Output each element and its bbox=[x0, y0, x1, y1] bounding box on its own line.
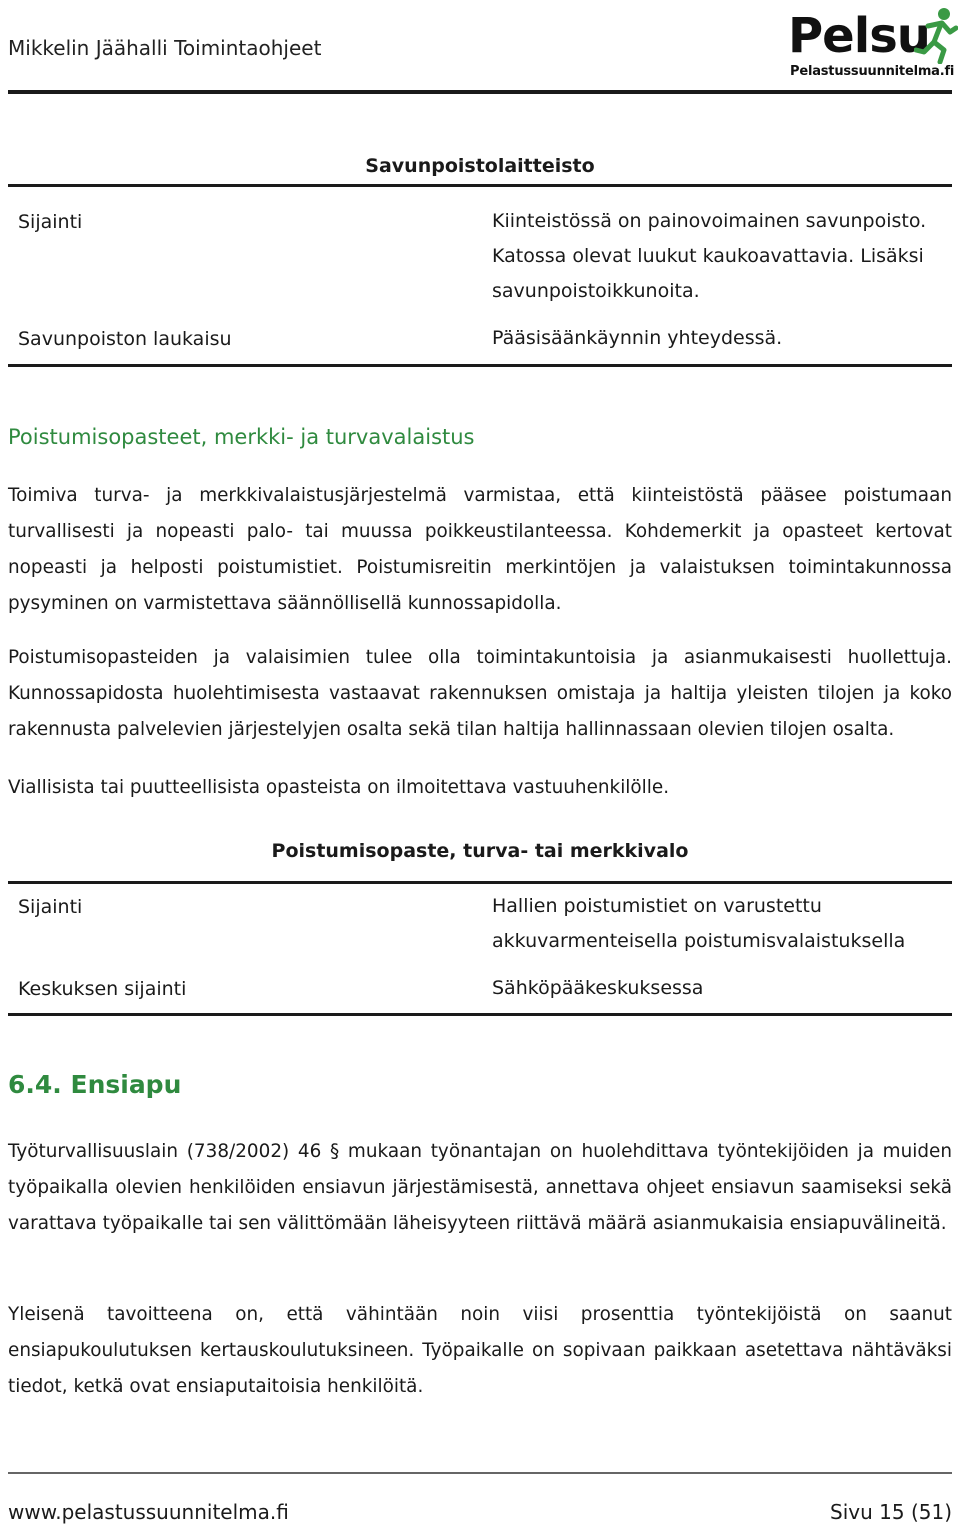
footer-url-link[interactable]: www.pelastussuunnitelma.fi bbox=[8, 1500, 289, 1524]
smoke-row-value-location: Kiinteistössä on painovoimainen savunpoisto. Katossa olevat luukut kaukoavattavia. Lisäksi savunpoistoikkunoita. bbox=[492, 210, 927, 302]
exit-table-top-rule bbox=[8, 881, 952, 884]
smoke-row-value-trigger: Pääsisäänkäynnin yhteydessä. bbox=[492, 327, 783, 349]
logo-wordmark: Pelsu bbox=[788, 8, 930, 64]
exit-row-label-center: Keskuksen sijainti bbox=[18, 978, 187, 1000]
footer-divider bbox=[8, 1472, 952, 1474]
exit-row-value-center: Sähköpääkeskuksessa bbox=[492, 977, 704, 999]
paragraph-first-aid-1: Työturvallisuuslain (738/2002) 46 § mukaan työnantajan on huolehdittava työntekijöiden ja muiden työpaikalla olevien henkilöiden ensiavun järjestämisestä, annettava ohjeet ensiavun saamiseksi sekä varattava työpaikalle tai sen välittömään läheisyyteen riittävä määrä asianmukaisia ensiapuvälineitä. bbox=[8, 1141, 952, 1234]
page-number: Sivu 15 (51) bbox=[830, 1500, 952, 1524]
paragraph-exit-1: Toimiva turva- ja merkkivalaistusjärjestelmä varmistaa, että kiinteistöstä pääsee poistumaan turvallisesti ja nopeasti palo- tai muussa poikkeustilanteessa. Kohdemerkit ja opasteet kertovat nopeasti ja helposti poistumistiet. Poistumisreitin merkintöjen ja valaistuksen toimintakunnossa pysyminen on varmistettava säännöllisellä kunnossapidolla. bbox=[8, 485, 952, 614]
section-heading-first-aid: 6.4. Ensiapu bbox=[8, 1070, 182, 1099]
header-divider bbox=[8, 90, 952, 94]
smoke-table-title: Savunpoistolaitteisto bbox=[365, 155, 595, 177]
section-title-exit-signs: Poistumisopasteet, merkki- ja turvavalaistus bbox=[8, 425, 475, 449]
paragraph-exit-2: Poistumisopasteiden ja valaisimien tulee olla toimintakuntoisia ja asianmukaisesti huollettuja. Kunnossapidosta huolehtimisesta vastaavat rakennuksen omistaja ja haltija yleisten tilojen ja koko rakennusta palvelevien järjestelyjen osalta sekä tilan haltija hallinnassaan olevien tilojen osalta. bbox=[8, 647, 952, 740]
document-title: Mikkelin Jäähalli Toimintaohjeet bbox=[8, 36, 322, 60]
smoke-row-label-trigger: Savunpoiston laukaisu bbox=[18, 328, 232, 350]
pelsu-logo bbox=[786, 4, 956, 80]
exit-row-value-location: Hallien poistumistiet on varustettu akkuvarmenteisella poistumisvalaistuksella bbox=[492, 895, 906, 952]
paragraph-first-aid-2: Yleisenä tavoitteena on, että vähintään noin viisi prosenttia työntekijöistä on saanut ensiapukoulutuksen kertauskoulutuksineen. Työpaikalle on sopivaan paikkaan asetettava nähtäväksi tiedot, ketkä ovat ensiaputaitoisia henkilöitä. bbox=[8, 1304, 952, 1397]
exit-table-title: Poistumisopaste, turva- tai merkkivalo bbox=[271, 840, 689, 862]
logo-subtitle: Pelastussuunnitelma.fi bbox=[790, 64, 955, 79]
smoke-row-label-location: Sijainti bbox=[18, 211, 83, 233]
smoke-table-bottom-rule bbox=[8, 364, 952, 367]
running-figure-icon bbox=[914, 6, 958, 64]
exit-row-label-location: Sijainti bbox=[18, 896, 83, 918]
paragraph-exit-3: Viallisista tai puutteellisista opasteista on ilmoitettava vastuuhenkilölle. bbox=[8, 777, 670, 798]
exit-table-bottom-rule bbox=[8, 1013, 952, 1016]
smoke-table-top-rule bbox=[8, 184, 952, 187]
